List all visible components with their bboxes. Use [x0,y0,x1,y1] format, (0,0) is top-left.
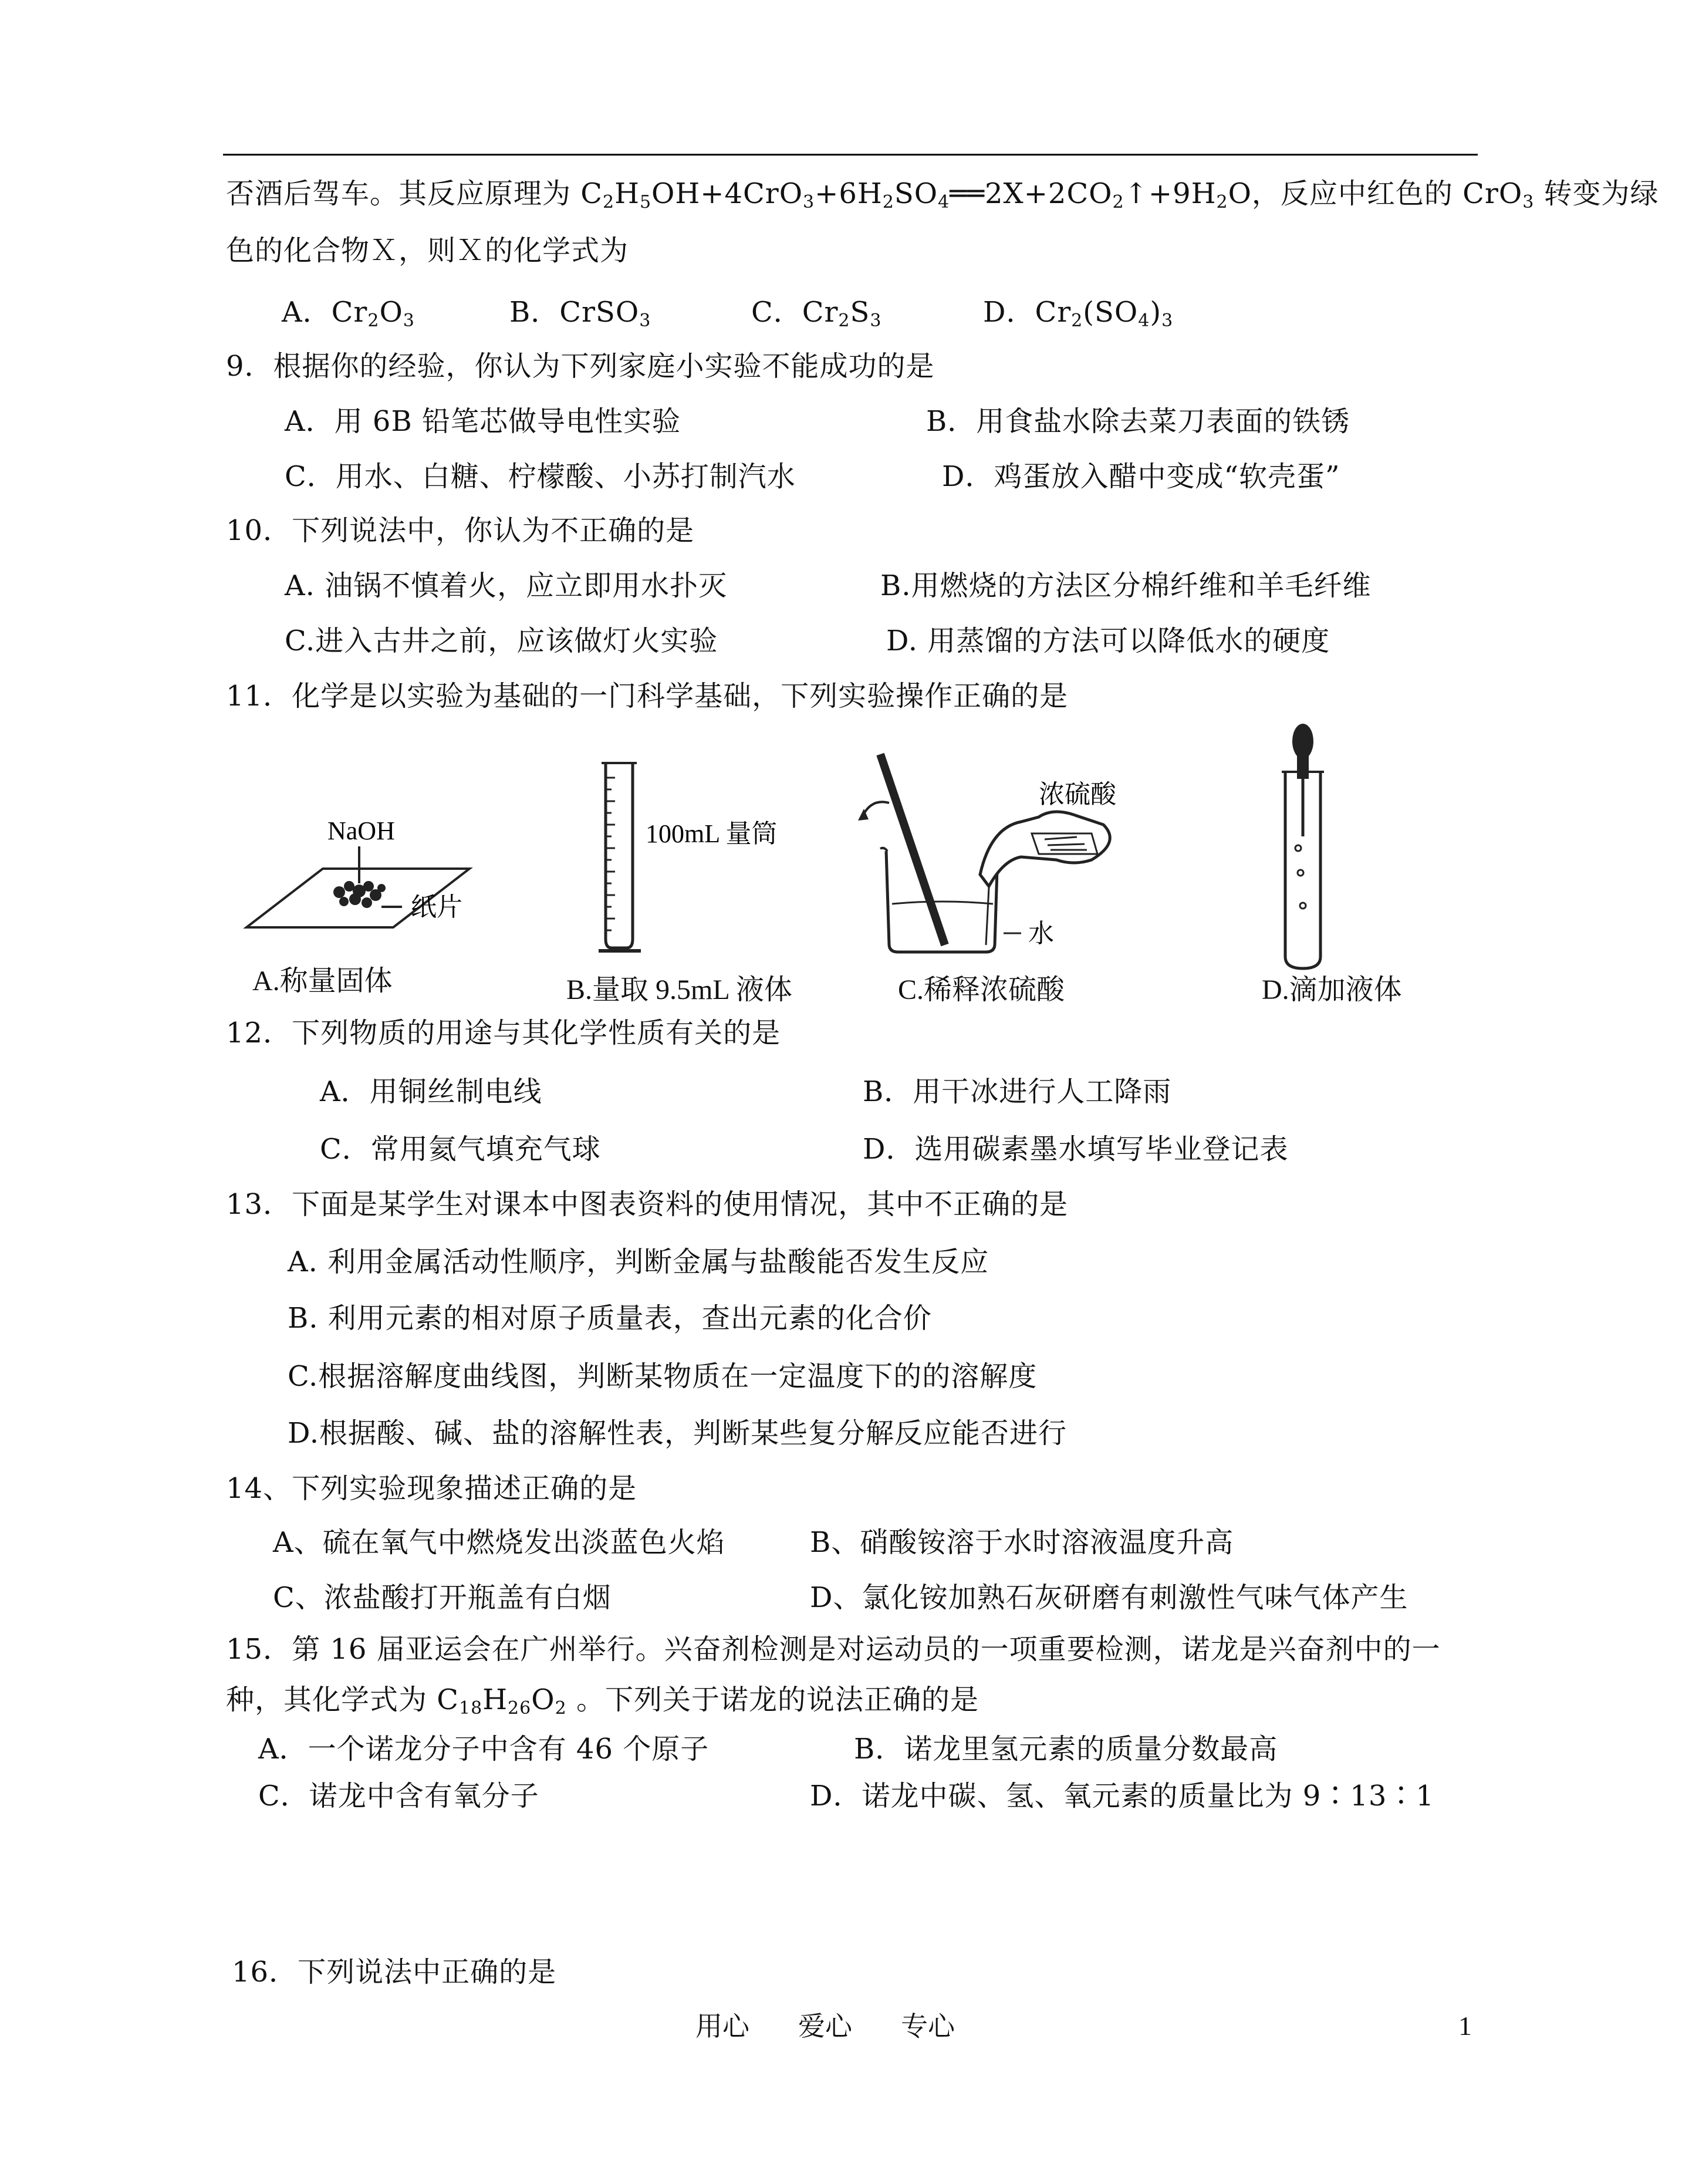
q15-option-d: D．诺龙中碳、氢、氧元素的质量比为 9∶13∶1 [810,1780,1434,1812]
q15-stem-line1: 15．第 16 届亚运会在广州举行。兴奋剂检测是对运动员的一项重要检测，诺龙是兴奋剂中的一 [226,1633,1441,1666]
q14-option-d: D、氯化铵加熟石灰研磨有刺激性气味气体产生 [810,1581,1408,1614]
q13-option-b: B. 利用元素的相对原子质量表，查出元素的化合价 [288,1302,932,1335]
figure-c-dilution [845,734,1150,963]
figure-a-paper-label: 纸片 [411,893,462,921]
figure-a-weighing [235,804,481,957]
figure-d-dropper [1268,719,1338,977]
footer-motto-2: 爱心 [798,2010,852,2042]
q13-option-a: A. 利用金属活动性顺序，判断金属与盐酸能否发生反应 [288,1245,989,1278]
q9-option-a: A．用 6B 铅笔芯做导电性实验 [285,405,681,438]
q12-option-d: D．选用碳素墨水填写毕业登记表 [863,1133,1289,1166]
q14-option-c: C、浓盐酸打开瓶盖有白烟 [273,1581,612,1614]
q8-option-a: A．$Cr_2O_3$ [282,296,415,331]
q12-option-b: B．用干冰进行人工降雨 [863,1075,1172,1108]
q8-option-c: C．$Cr_2S_3$ [751,296,882,331]
q14-option-b: B、硝酸铵溶于水时溶液温度升高 [810,1526,1234,1559]
figure-b-cylinder-label: 100mL 量筒 [646,819,778,848]
q10-option-c: C.进入古井之前，应该做灯火实验 [285,625,718,657]
q11-stem: 11．化学是以实验为基础的一门科学基础，下列实验操作正确的是 [226,680,1069,713]
figure-c-water-label: 水 [1028,919,1054,948]
footer-motto-3: 专心 [901,2010,955,2042]
q13-stem: 13．下面是某学生对课本中图表资料的使用情况，其中不正确的是 [226,1188,1069,1221]
figure-a-naoh-label: NaOH [327,816,395,845]
q12-option-a: A．用铜丝制电线 [320,1075,542,1108]
figure-b-caption: B.量取 9.5mL 液体 [566,974,792,1005]
q13-option-c: C.根据溶解度曲线图，判断某物质在一定温度下的的溶解度 [288,1360,1038,1393]
header-rule [223,154,1478,156]
figure-c-acid-label: 浓硫酸 [1039,780,1116,809]
q8-line2: 色的化合物Ｘ，则Ｘ的化学式为 [226,234,629,267]
footer-motto-1: 用心 [695,2010,749,2042]
q15-option-b: B．诺龙里氢元素的质量分数最高 [854,1733,1278,1766]
q8-option-d: D．$Cr_2(SO_4)_3$ [983,296,1174,331]
q13-option-d: D.根据酸、碱、盐的溶解性表，判断某些复分解反应能否进行 [288,1417,1068,1450]
figure-c-caption: C.稀释浓硫酸 [898,974,1065,1005]
q15-option-a: A．一个诺龙分子中含有 46 个原子 [258,1733,710,1766]
figure-b-cylinder [575,751,786,963]
q12-option-c: C．常用氦气填充气球 [320,1133,601,1166]
q10-option-d: D. 用蒸馏的方法可以降低水的硬度 [886,625,1330,657]
q14-stem: 14、下列实验现象描述正确的是 [226,1472,637,1505]
figure-a-caption: A.称量固体 [252,966,393,997]
q9-option-d: D．鸡蛋放入醋中变成“软壳蛋” [942,460,1340,493]
q9-stem: 9．根据你的经验，你认为下列家庭小实验不能成功的是 [226,350,935,383]
q14-option-a: A、硫在氧气中燃烧发出淡蓝色火焰 [273,1526,725,1559]
q10-stem: 10．下列说法中，你认为不正确的是 [226,514,695,547]
q10-option-a: A. 油锅不慎着火，应立即用水扑灭 [285,569,728,602]
figure-d-caption: D.滴加液体 [1262,974,1402,1005]
page-number: 1 [1458,2011,1472,2041]
q10-option-b: B.用燃烧的方法区分棉纤维和羊毛纤维 [880,569,1372,602]
q9-option-c: C．用水、白糖、柠檬酸、小苏打制汽水 [285,460,796,493]
q16-stem: 16．下列说法中正确的是 [232,1956,557,1989]
q12-stem: 12．下列物质的用途与其化学性质有关的是 [226,1017,781,1049]
q15-stem-line2: 种，其化学式为 $C_{18}H_{26}O_2$ 。下列关于诺龙的说法正确的是 [226,1683,979,1719]
q15-option-c: C．诺龙中含有氧分子 [258,1780,539,1812]
q8-line1: 否酒后驾车。其反应原理为 $C_2H_5OH+4CrO_3+6H_2SO_4══2X+2CO_2↑+9H_2O$，反应中红色的 CrO$_3$ 转变为绿 [226,177,1659,212]
q9-option-b: B．用食盐水除去菜刀表面的铁锈 [926,405,1350,438]
q8-option-b: B．CrSO$_3$ [509,296,651,331]
